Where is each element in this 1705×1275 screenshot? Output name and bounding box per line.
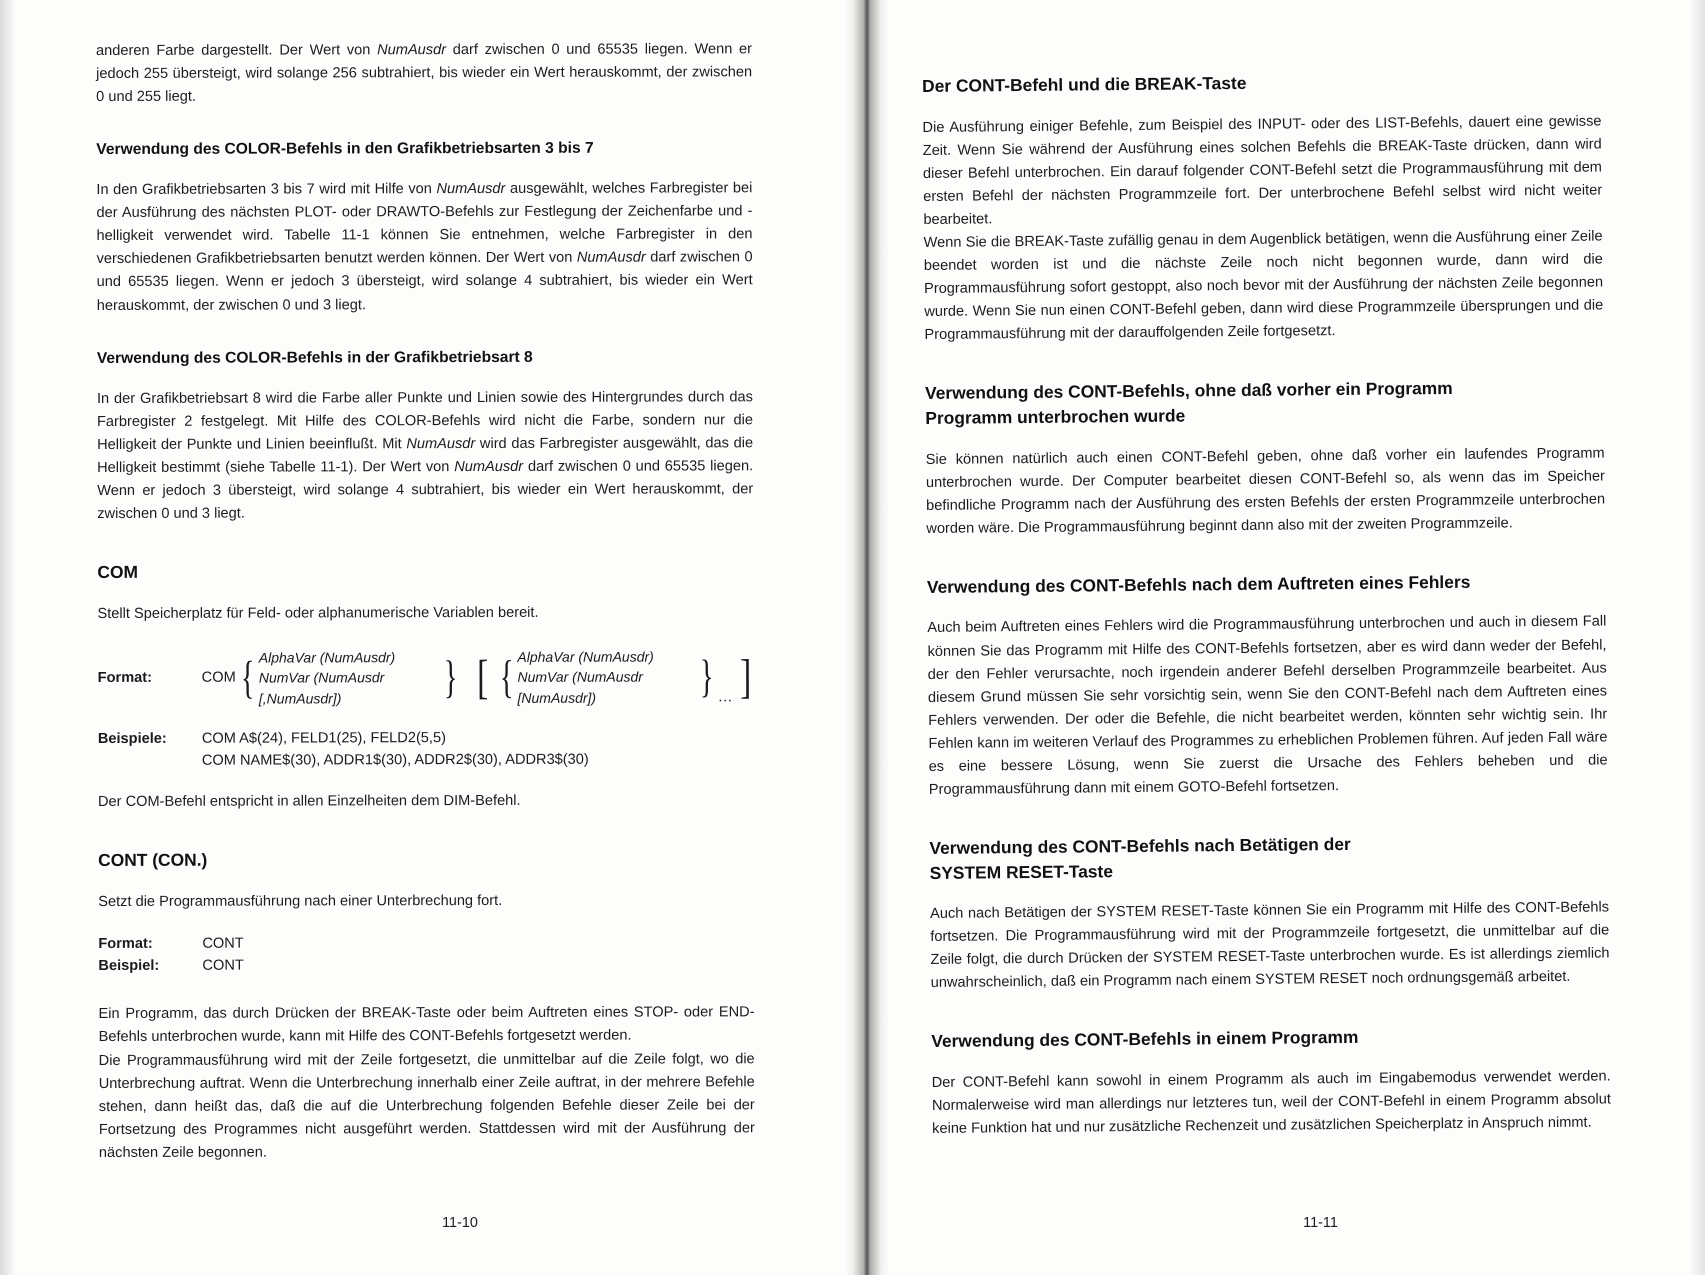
- heading-cont-without-interrupt-line1: Verwendung des CONT-Befehls, ohne daß vorher ein Programm: [924, 378, 1453, 404]
- com-format-ellipsis: …: [717, 688, 733, 706]
- com-format-row: [98, 646, 754, 709]
- cont-example-label: Beispiel:: [98, 957, 160, 974]
- heading-cont-without-interrupt-line2: Programm unterbrochen wurde: [925, 405, 1186, 428]
- heading-cont-without-interrupt: [925, 375, 1604, 431]
- com-examples-label: Beispiele:: [97, 730, 167, 748]
- com-description: Stellt Speicherplatz für Feld- oder alphanumerische Variablen bereit.: [97, 604, 539, 622]
- color8-text-b: wird das Farbregister ausgewählt, das die Helligkeit bestimmt (siehe Tabelle 11-1). Der Wert von: [97, 435, 754, 476]
- page-number-left: 11-10: [442, 1215, 478, 1231]
- paragraph-color-mode-8: [97, 386, 753, 526]
- com-example-line-1: COM A$(24), FELD1(25), FELD2(5,5): [201, 730, 446, 747]
- heading-cont-command: CONT (CON.): [98, 849, 208, 870]
- cont-body-paragraph-1: Ein Programm, das durch Drücken der BREAK-Taste oder beim Auftreten eines STOP- oder END-Befehls unterbrochen wurde, kann mit Hilfe des CONT-Befehls fortgesetzt werden.: [98, 1004, 755, 1046]
- intro-text-a: anderen Farbe dargestellt. Der Wert von: [96, 42, 378, 59]
- no-interrupt-body: Sie können natürlich auch einen CONT-Befehl geben, ohne daß vorher ein laufendes Programm unterbrochen wurde. Der Computer bearbeitet diesen CONT-Befehl so, als wenn das im Speicher befindliche Programm nach der Ausführung des ersten Befehls der ersten Programmzeile unterbrochen worden wäre. Die Programmausführung beginnt dann also mit der zweiten Programmzeile.: [925, 445, 1606, 537]
- color37-italic-2: NumAusdr: [576, 249, 646, 267]
- brace-open-2-icon: {: [499, 650, 514, 702]
- com-examples-row: [98, 727, 754, 751]
- color37-italic-1: NumAusdr: [436, 181, 506, 198]
- heading-color-mode-8: Verwendung des COLOR-Befehls in der Grafikbetriebsart 8: [96, 348, 533, 367]
- page-number-right: 11-11: [1303, 1215, 1338, 1231]
- cont-example-row: [98, 954, 754, 978]
- in-program-body: Der CONT-Befehl kann sowohl in einem Programm als auch im Eingabemodus verwendet werden. Normalerweise wird man allerdings nur letzteres tun, weil der CONT-Befehl in einem Programm absolut keine Funktion hat und nur zusätzliche Rechenzeit und zusätzlichen Speicherplatz in Anspruch nimmt.: [931, 1068, 1611, 1138]
- cont-format-label: Format:: [98, 935, 153, 952]
- com-format-label: Format:: [97, 670, 153, 687]
- com-format-keyword: COM: [201, 670, 236, 687]
- heading-cont-after-error: Verwendung des CONT-Befehls nach dem Auftreten eines Fehlers: [926, 571, 1471, 597]
- heading-com-command: COM: [97, 561, 138, 582]
- cont-description: Setzt die Programmausführung nach einer Unterbrechung fort.: [98, 892, 503, 910]
- cont-format-row: [98, 932, 754, 956]
- com-format-group-1: [259, 647, 440, 709]
- com-format-expression: [202, 646, 754, 709]
- brace-open-icon: {: [240, 651, 255, 703]
- heading-color-modes-3-7: Verwendung des COLOR-Befehls in den Grafikbetriebsarten 3 bis 7: [96, 139, 594, 159]
- intro-paragraph: [96, 38, 752, 109]
- brace-close-2-icon: }: [699, 650, 714, 702]
- com-note: Der COM-Befehl entspricht in allen Einzelheiten dem DIM-Befehl.: [97, 792, 521, 810]
- color8-italic-1: NumAusdr: [406, 435, 476, 452]
- break-body-paragraph-2: Wenn Sie die BREAK-Taste zufällig genau in dem Augenblick betätigen, wenn die Ausführung einer Zeile beendet worden ist und die nächste Zeile noch nicht begonnen wurde, dann wird die Programmausführung sofort gestoppt, also noch bevor mit der Ausführung der nächsten Zeile begonnen wurde. Wenn Sie nun einen CONT-Befehl geben, dann wird diese Programmzeile übersprungen und die Programmausführung mit der darauffolgenden Zeile fortgesetzt.: [923, 228, 1604, 344]
- intro-text-b: darf zwischen 0 und 65535 liegen. Wenn er jedoch 255 übersteigt, wird solange 256 subtrahiert, bis wieder ein Wert herauskommt, der zwischen 0 und 255 liegt.: [96, 41, 753, 106]
- bracket-open-icon: [: [476, 650, 488, 704]
- bracket-close-icon: ]: [740, 649, 752, 703]
- cont-format-table: [98, 932, 754, 977]
- color8-italic-2: NumAusdr: [454, 458, 524, 475]
- color37-text-a: In den Grafikbetriebsarten 3 bis 7 wird mit Hilfe von: [96, 181, 437, 199]
- error-body: Auch beim Auftreten eines Fehlers wird die Programmausführung unterbrochen und auch in diesem Fall können Sie das Programm mit Hilfe des CONT-Befehls fortsetzen, aber es wird dann weder der Befehl, der den Fehler verursachte, noch irgendein anderer Befehl derselben Programmzeile bearbeitet. Aus diesem Grund müssen Sie sehr vorsichtig sein, wenn Sie den CONT-Befehl nach dem Auftreten eines Fehlers verwenden. Der oder die Befehle, die nicht bearbeitet werden, könnten sehr wichtig sein. Ihr Fehlen kann im weiteren Verlauf des Programmes zu erheblichen Problemen führen. Auf jeden Fall wäre es eine bessere Lösung, wenn Sie zuerst die Ursache des Fehlers beheben und die Programmausführung dann mit einem GOTO-Befehl fortsetzen.: [927, 613, 1608, 798]
- com-examples-table: [98, 727, 754, 772]
- color8-text-a: In der Grafikbetriebsart 8 wird die Farbe aller Punkte und Linien sowie des Hintergrundes durch das Farbregister 2 festgelegt. Mit Hilfe des COLOR-Befehls wird nicht die Farbe, sondern nur die Helligkeit der Punkte und Linien beeinflußt. Mit: [96, 388, 754, 453]
- heading-cont-after-reset-line1: Verwendung des CONT-Befehls nach Betätigen der: [929, 833, 1351, 858]
- paragraph-color-modes-3-7: [96, 178, 752, 318]
- com-format-g2-line1: AlphaVar (NumAusdr): [517, 648, 654, 665]
- break-body-paragraph-1: Die Ausführung einiger Befehle, zum Beispiel des INPUT- oder des LIST-Befehls, dauert eine gewisse Zeit. Wenn Sie während der Ausführung eines solchen Befehls die BREAK-Taste drücken, dann wird dieser Befehl unterbrochen. Ein darauf folgender CONT-Befehl setzt die Programmausführung mit dem ersten Befehl der nächsten Programmzeile fort. Der unterbrochene Befehl selbst wird nicht weiter bearbeitet.: [922, 113, 1603, 228]
- heading-cont-after-reset-line2: SYSTEM RESET-Taste: [929, 860, 1114, 883]
- cont-body-paragraph-2: Die Programmausführung wird mit der Zeile fortgesetzt, die unmittelbar auf die Zeile folgt, wo die Unterbrechung auftrat. Wenn die Unterbrechung innerhalb einer Zeile auftrat, in der mehrere Befehle stehen, dann heißt das, daß die auf die Unterbrechung folgenden Befehle dieser Zeile bei der Fortsetzung des Programmes nicht ausgeführt werden. Stattdessen wird mit der Ausführung der nächsten Zeile begonnen.: [98, 1050, 755, 1161]
- com-format-g2-line2: NumVar (NumAusdr [NumAusdr]): [517, 668, 643, 706]
- com-format-g1-line1: AlphaVar (NumAusdr): [258, 648, 396, 666]
- com-format-g1-line2: NumVar (NumAusdr [,NumAusdr]): [258, 669, 385, 707]
- color8-text-c: darf zwischen 0 und 65535 liegen. Wenn er jedoch 3 übersteigt, wird solange 4 subtrahiert, bis wieder ein Wert herauskommt, der zwischen 0 und 3 liegt.: [97, 458, 754, 522]
- com-example-line-2: COM NAME$(30), ADDR1$(30), ADDR2$(30), ADDR3$(30): [201, 751, 589, 769]
- com-examples-row-2: [98, 749, 754, 773]
- right-page: [860, 0, 1705, 1275]
- intro-italic-term: NumAusdr: [377, 42, 447, 59]
- color37-text-c: darf zwischen 0 und 65535 liegen. Wenn er jedoch 3 übersteigt, wird solange 4 subtrahiert, bis wieder ein Wert herauskommt, der zwischen 0 und 3 liegt.: [96, 249, 753, 314]
- cont-format-value: CONT: [202, 935, 244, 952]
- heading-cont-in-program: Verwendung des CONT-Befehls in einem Programm: [931, 1027, 1359, 1052]
- heading-cont-after-system-reset: [929, 829, 1608, 885]
- brace-close-icon: }: [444, 651, 459, 703]
- com-format-group-2: [517, 646, 695, 708]
- reset-body: Auch nach Betätigen der SYSTEM RESET-Taste können Sie ein Programm mit Hilfe des CONT-Befehls fortsetzen. Die Programmausführung wird mit der Programmzeile fortgesetzt, die unmittelbar auf die Zeile folgt, die durch Drücken der SYSTEM RESET-Taste unterbrochen wurde. Es ist allerdings ziemlich unwahrscheinlich, daß ein Programm nach einem SYSTEM RESET noch ordnungsgemäß arbeitet.: [929, 899, 1610, 992]
- heading-cont-and-break-key: Der CONT-Befehl und die BREAK-Taste: [922, 72, 1247, 96]
- cont-example-value: CONT: [202, 957, 244, 974]
- color37-text-b: ausgewählt, welches Farbregister bei der Ausführung des nächsten PLOT- oder DRAWTO-Befehls zur Festlegung der Zeichenfarbe und -helligkeit verwendet wird. Tabelle 11-1 können Sie entnehmen, welche Farbregister in den verschiedenen Grafikbetriebsarten benutzt werden können. Der Wert von: [96, 180, 753, 268]
